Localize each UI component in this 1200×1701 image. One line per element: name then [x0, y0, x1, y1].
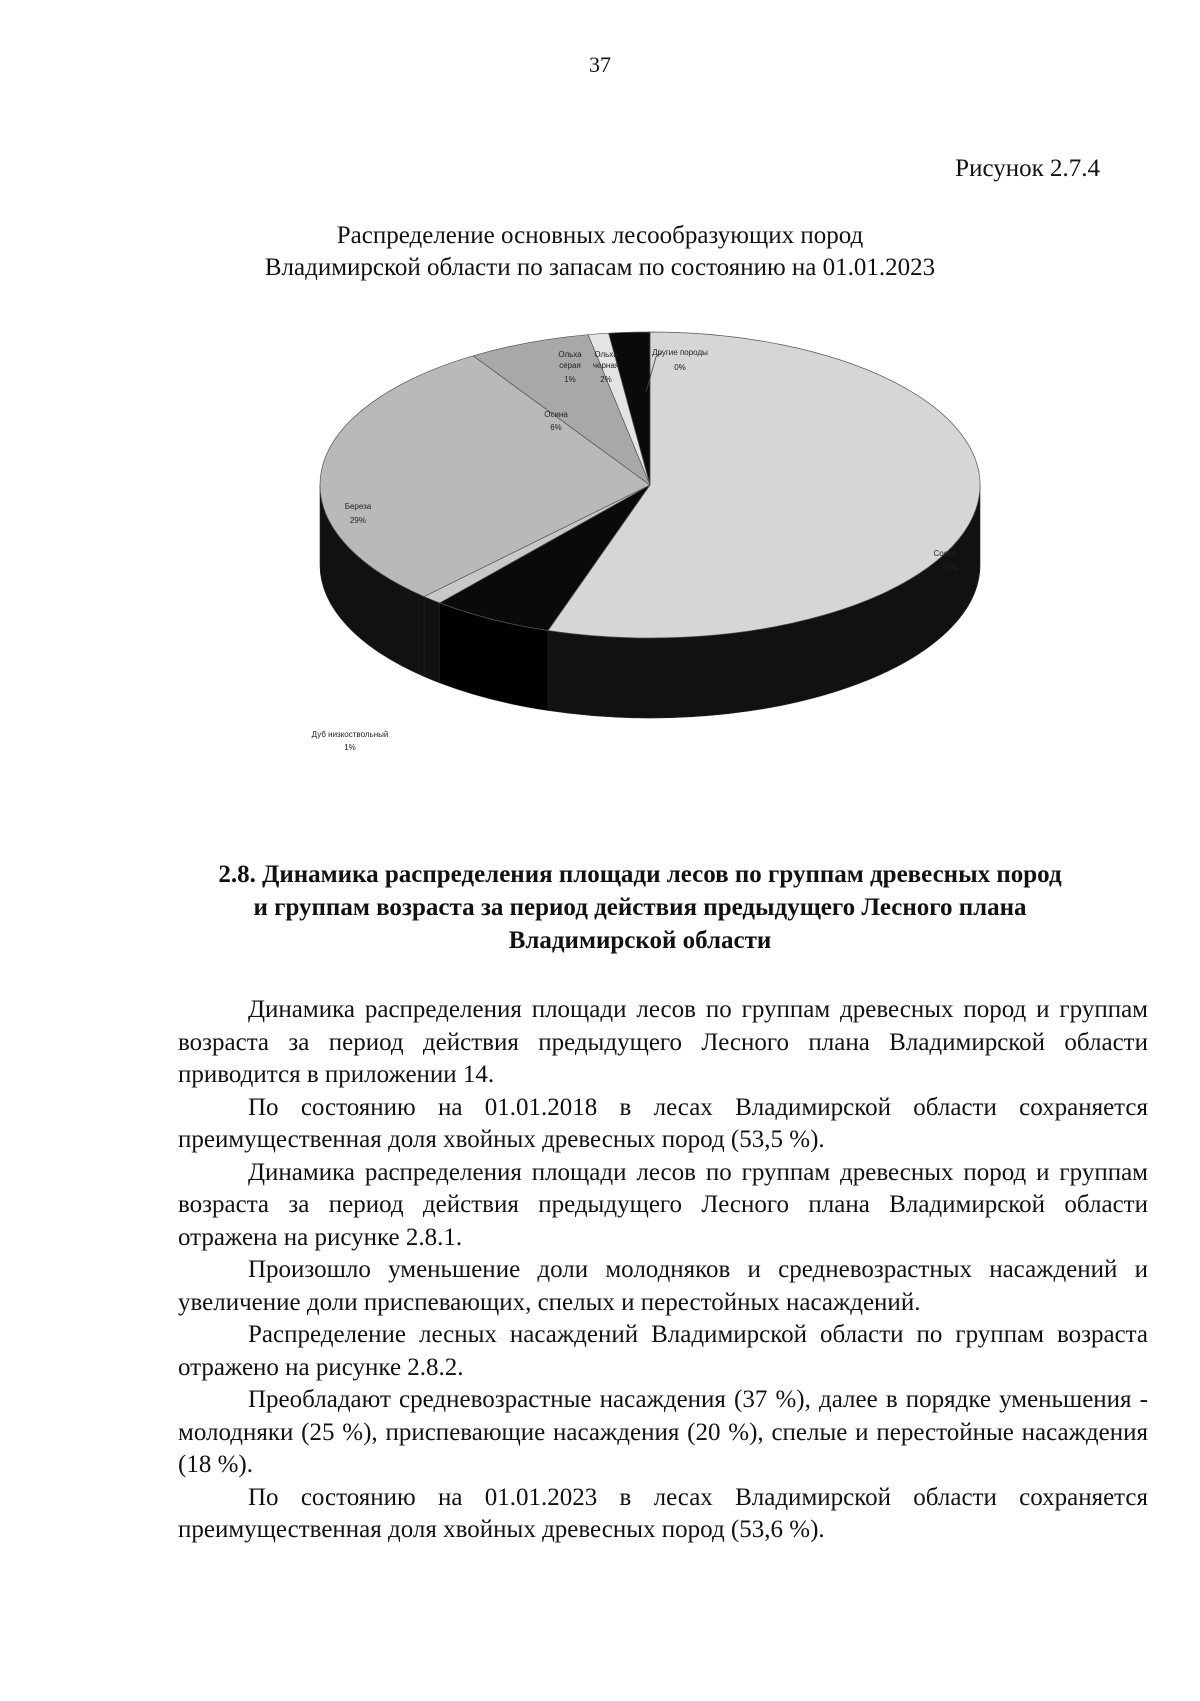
- label-drugie-pct: 0%: [674, 363, 686, 372]
- label-olkha-chernaya-line2: черная: [592, 361, 620, 370]
- label-olkha-seraya-line1: Ольха: [558, 350, 582, 359]
- chart-title-line-1: Распределение основных лесообразующих пород: [336, 222, 864, 249]
- paragraph: По состоянию на 01.01.2018 в лесах Владимирской области сохраняется преимущественная доля хвойных древесных пород (53,5 %).: [178, 1093, 1148, 1153]
- label-sosna-pct: 55%: [942, 563, 960, 572]
- label-osina: Осина: [544, 410, 568, 419]
- label-bereza-pct: 29%: [349, 516, 367, 525]
- label-olkha-chernaya-line1: Ольха: [594, 350, 618, 359]
- pie-chart: [0, 330, 1200, 790]
- label-sosna: Сосна: [933, 549, 957, 558]
- section-heading-line-1: 2.8. Динамика распределения площади лесов по группам древесных пород: [218, 861, 1062, 888]
- label-drugie: Другие породы: [652, 348, 708, 357]
- section-heading-line-3: Владимирской области: [508, 927, 772, 954]
- chart-title: [0, 220, 1200, 284]
- chart-title-line-2: Владимирской области по запасам по состоянию на 01.01.2023: [264, 254, 936, 281]
- pie-side-дуб-низкоствольный: [424, 597, 440, 683]
- body-text: [178, 994, 1148, 1547]
- paragraph: Распределение лесных насаждений Владимирской области по группам возраста отражено на рисунке 2.8.2.: [178, 1321, 1148, 1381]
- paragraph: Преобладают средневозрастные насаждения (37 %), далее в порядке уменьшения - молодняки (25 %), приспевающие насаждения (20 %), спелые и перестойные насаждения (18 %).: [178, 1386, 1148, 1478]
- section-heading-line-2: и группам возраста за период действия предыдущего Лесного плана: [253, 894, 1027, 921]
- label-bereza: Береза: [344, 502, 372, 511]
- paragraph: Динамика распределения площади лесов по группам древесных пород и группам возраста за период действия предыдущего Лесного плана Владимирской области приводится в приложении 14.: [178, 996, 1148, 1088]
- section-heading: [160, 858, 1120, 957]
- label-olkha-seraya-line2: серая: [559, 361, 581, 370]
- label-dub: Дуб низкоствольный: [311, 730, 389, 739]
- paragraph: Динамика распределения площади лесов по группам древесных пород и группам возраста за период действия предыдущего Лесного плана Владимирской области отражена на рисунке 2.8.1.: [178, 1158, 1148, 1251]
- label-osina-pct: 6%: [550, 423, 562, 432]
- paragraph: Произошло уменьшение доли молодняков и средневозрастных насаждений и увеличение доли приспевающих, спелых и перестойных насаждений.: [178, 1256, 1148, 1316]
- label-dub-pct: 1%: [344, 743, 356, 752]
- page-number: 37: [589, 52, 611, 77]
- figure-label: Рисунок 2.7.4: [955, 155, 1100, 182]
- label-olkha-seraya-pct: 1%: [564, 375, 576, 384]
- paragraph: По состоянию на 01.01.2023 в лесах Владимирской области сохраняется преимущественная доля хвойных древесных пород (53,6 %).: [178, 1483, 1148, 1543]
- label-olkha-chernaya-pct: 2%: [600, 375, 612, 384]
